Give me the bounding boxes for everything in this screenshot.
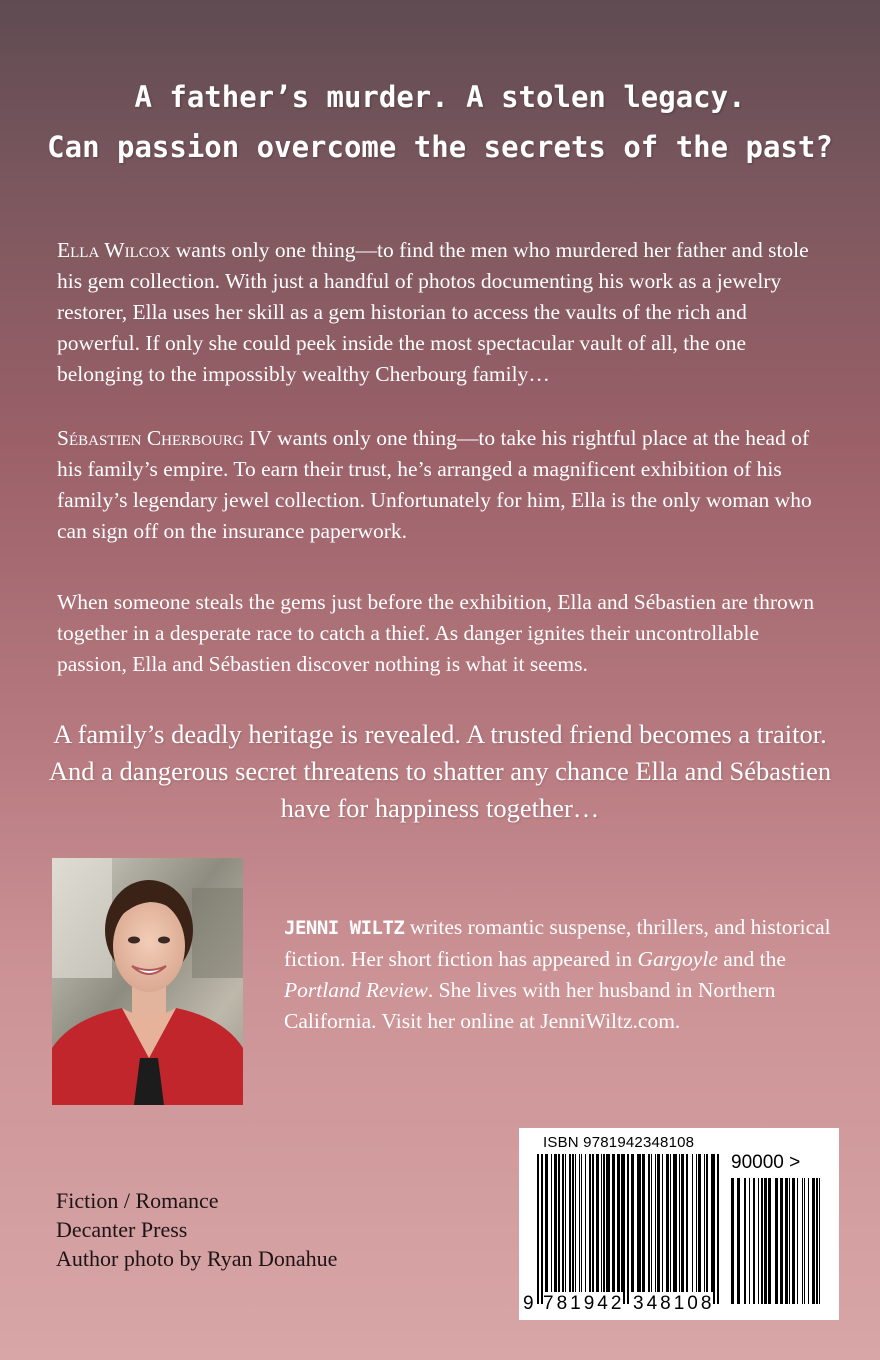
author-photo xyxy=(52,858,243,1105)
blurb-text-sebastien: wants only one thing—to take his rightful place at the head of his family’s empire. To earn their trust, he’s arranged a magnificent exhibition of his family’s legendary jewel collection. Unfortunately for him, Ella is the only woman who can sign off on the insurance paperwork. xyxy=(57,426,812,543)
bio-text-c: . She lives with her husband in Northern California. Visit her online at JenniWiltz.com. xyxy=(284,978,776,1033)
credits xyxy=(56,1186,337,1273)
isbn-label: ISBN 9781942348108 xyxy=(543,1134,695,1151)
character-name-ella: Ella Wilcox xyxy=(57,238,171,262)
headline-line-2: Can passion overcome the secrets of the past? xyxy=(47,130,833,164)
author-bio xyxy=(284,912,844,1037)
headline xyxy=(40,72,840,172)
isbn-digit-group-2: 348108 xyxy=(633,1293,715,1314)
blurb-text-ella: wants only one thing—to find the men who murdered her father and stole his gem collection. With just a handful of photos documenting his work as a jewelry restorer, Ella uses her skill as a gem historian to access the vaults of the rich and powerful. If only she could peek inside the most spectacular vault of all, the one belonging to the impossibly wealthy Cherbourg family… xyxy=(57,238,809,386)
isbn-digit-first: 9 xyxy=(523,1293,534,1314)
author-name: JENNI WILTZ xyxy=(284,917,405,939)
blurb-paragraph-plot: When someone steals the gems just before the exhibition, Ella and Sébastien are thrown together in a desperate race to catch a thief. As danger ignites their uncontrollable passion, Ella and Sébastien discover nothing is what it seems. xyxy=(57,590,815,676)
isbn-digit-group-1: 781942 xyxy=(543,1293,625,1314)
headline-line-1: A father’s murder. A stolen legacy. xyxy=(134,80,746,114)
price-code: 90000 > xyxy=(731,1152,801,1173)
tagline: A family’s deadly heritage is revealed. A trusted friend becomes a traitor. And a dangerous secret threatens to shatter any chance Ella and Sébastien have for happiness together… xyxy=(48,719,832,823)
genre-category: Fiction / Romance xyxy=(56,1188,219,1213)
publisher: Decanter Press xyxy=(56,1217,188,1242)
photo-credit: Author photo by Ryan Donahue xyxy=(56,1246,338,1271)
blurb-paragraph-sebastien xyxy=(57,423,827,547)
bio-text-a: writes romantic suspense, thrillers, and historical fiction. Her short fiction has appeared in xyxy=(284,915,831,971)
publication-portland-review: Portland Review xyxy=(284,978,428,1002)
publication-gargoyle: Gargoyle xyxy=(637,947,718,971)
blurb-paragraph-ella xyxy=(57,235,827,390)
character-name-sebastien: Sébastien Cherbourg IV xyxy=(57,426,272,450)
bio-text-b: and the xyxy=(717,947,786,971)
isbn-barcode xyxy=(519,1128,839,1320)
